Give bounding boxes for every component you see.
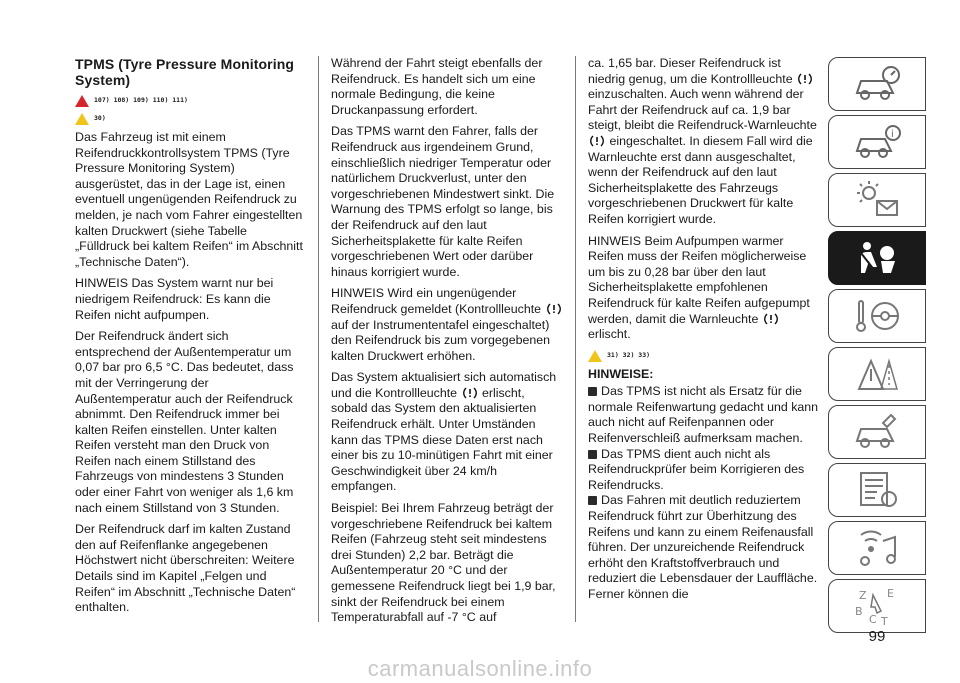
paragraph: Der Reifendruck darf im kalten Zustand den auf Reifenflanke angegebenen Höchstwert nicht überschreiten: Weitere Details sind im Kapitel „Felgen und Reifen“ im Abschnitt „Technische Daten“ enthalten.	[75, 522, 296, 615]
section-title: TPMS (Tyre Pressure Monitoring System)	[75, 56, 294, 88]
paragraph: Beispiel: Bei Ihrem Fahrzeug beträgt der vorgeschriebene Reifendruck bei kaltem Reifen (Fahrzeug steht seit mindestens drei Stunden) 2,2 bar. Beträgt die Außentemperatur 20 °C und der gemessene Reifendruck liegt bei 1,9 bar, sinkt der Reifendruck bei einem Temperaturabfall auf -7 °C auf	[331, 501, 556, 625]
caution-warning-icon	[588, 350, 602, 362]
svg-text:T: T	[881, 615, 888, 627]
tab-technical-data[interactable]	[828, 463, 926, 517]
caution-refs-text: 31) 32) 33)	[607, 350, 651, 359]
paragraph: Während der Fahrt steigt ebenfalls der Reifendruck. Es handelt sich um eine normale Bedingung, die keine Druckanpassung erfordert.	[331, 56, 543, 117]
svg-text:E: E	[887, 587, 894, 600]
red-warning-refs	[75, 94, 303, 108]
svg-text:i: i	[891, 129, 894, 140]
note-item: Das TPMS dient auch nicht als Reifendruckprüfer beim Korrigieren des Reifendrucks.	[588, 446, 805, 492]
bullet-icon	[588, 496, 597, 505]
paragraph: Der Reifendruck ändert sich entsprechend der Außentemperatur um 0,07 bar pro 6,5 °C. Das bedeutet, dass mit der Verringerung der Außentemperatur auch der Reifendruck abnimmt. Den Reifendruck immer bei kalten Reifen einstellen. Unter kalten Reifen versteht man den Druck von Reifen nach einem Stillstand des Fahrzeugs von mindestens 3 Stunden oder einer Fahrt von weniger als 1,6 km nach einem Stillstand von 3 Stunden.	[75, 329, 294, 515]
notes-heading: HINWEISE:	[588, 366, 654, 381]
tab-safety[interactable]	[828, 231, 926, 285]
tab-multimedia[interactable]	[828, 521, 926, 575]
multimedia-icon	[851, 527, 903, 569]
caution-refs-text: 30)	[94, 114, 106, 123]
yellow-warning-refs	[588, 349, 820, 363]
page-number: 99	[868, 628, 886, 645]
paragraph: Das TPMS warnt den Fahrer, falls der Reifendruck aus irgendeinem Grund, einschließlich niedriger Temperatur oder natürlichem Druckverlust, unter den vorgeschriebenen Mindestwert sinkt. Die Warnung des TPMS erfolgt so lange, bis der Reifendruck auf den laut Sicherheitsplakette für kalte Reifen vorgeschriebenen Wert oder darüber hinaus korrigiert wurde.	[331, 124, 555, 279]
tab-warning-road[interactable]	[828, 347, 926, 401]
paragraph: Das Fahrzeug ist mit einem Reifendruckkontrollsystem TPMS (Tyre Pressure Monitoring System) ausgerüstet, das in der Lage ist, einen eventuell ungenügenden Reifendruck zu melden, je nach vom Fahrer eingestellten kalten Druckwert (siehe Tabelle „Fülldruck bei kaltem Reifen“ im Abschnitt „Technische Daten“).	[75, 130, 303, 269]
watermark: carmanualsonline.info	[367, 656, 593, 681]
car-info-icon	[851, 121, 903, 163]
danger-warning-icon	[75, 95, 89, 107]
index-icon	[851, 585, 903, 627]
tab-light-message[interactable]	[828, 173, 926, 227]
paragraph: Das System aktualisiert sich automatisch und die Kontrollleuchte erlischt, sobald das System den aktualisierten Reifendruck erhält. Unter Umständen kann das TPMS diese Daten erst nach einer bis zu 10-minütigen Fahrt mit einer Geschwindigkeit über 24 km/h empfangen.	[331, 370, 557, 494]
tpms-warning-icon	[798, 73, 812, 85]
note-item: Das TPMS ist nicht als Ersatz für die normale Reifenwartung gedacht und kann auch nicht auf Reifenpannen oder Reifenverschleiß aufmerksam machen.	[588, 384, 819, 446]
tpms-warning-icon	[590, 135, 604, 147]
column-1	[75, 56, 303, 622]
caution-warning-icon	[75, 113, 89, 125]
paragraph: HINWEIS Das System warnt nur bei niedrigem Reifendruck: Es kann die Reifen nicht aufpumpen.	[75, 276, 274, 322]
tpms-warning-icon	[463, 387, 477, 399]
note-item: Das Fahren mit deutlich reduziertem Reifendruck führt zur Überhitzung des Reifens und kann zu einem Reifenausfall führen. Der unzureichende Reifendruck erhöht den Kraftstoffverbrauch und reduziert die Lebensdauer der Lauffläche. Ferner können die	[588, 493, 818, 601]
paragraph: HINWEIS Wird ein ungenügender Reifendruck gemeldet (Kontrollleuchte auf der Instrumententafel eingeschaltet) den Reifendruck bis zum vorgegebenen kalten Druckwert erhöhen.	[331, 286, 563, 364]
svg-text:B: B	[855, 605, 863, 618]
column-2	[331, 56, 563, 632]
yellow-warning-refs	[75, 112, 303, 126]
tpms-warning-icon	[547, 303, 561, 315]
bullet-icon	[588, 450, 597, 459]
tab-car-gauge[interactable]	[828, 57, 926, 111]
tab-car-info[interactable]	[828, 115, 926, 169]
tab-steering[interactable]	[828, 289, 926, 343]
warning-road-icon	[851, 353, 903, 395]
paragraph: ca. 1,65 bar. Dieser Reifendruck ist niedrig genug, um die Kontrollleuchte einzuschalten. Auch wenn während der Fahrt der Reifendruck auf ca. 1,9 bar steigt, bleibt die Reifendruck-Warnleuchte eingeschaltet. In diesem Fall wird die Warnleuchte erst dann ausgeschaltet, wenn der Reifendruck auf den laut Sicherheitsplakette des Fahrzeugs vorgeschriebenen Druckwert für kalte Reifen korrigiert wurde.	[588, 56, 817, 226]
steering-wheel-icon	[851, 295, 903, 337]
seatbelt-airbag-icon	[851, 237, 903, 279]
car-gauge-icon	[851, 63, 903, 105]
light-message-icon	[851, 179, 903, 221]
column-divider	[575, 56, 576, 622]
tab-index[interactable]	[828, 579, 926, 633]
svg-text:C: C	[869, 613, 877, 626]
bullet-icon	[588, 387, 597, 396]
svg-text:Z: Z	[859, 589, 867, 602]
danger-refs-text: 107) 108) 109) 110) 111)	[94, 96, 188, 105]
car-service-icon	[851, 411, 903, 453]
technical-data-icon	[851, 469, 903, 511]
paragraph: HINWEIS Beim Aufpumpen warmer Reifen muss der Reifen möglicherweise um bis zu 0,28 bar über den laut Sicherheitsplakette empfohlenen Reifendruck für kalte Reifen aufgepumpt werden, damit die Warnleuchte erlischt.	[588, 233, 810, 342]
tpms-warning-icon	[764, 313, 778, 325]
column-divider	[318, 56, 319, 622]
column-3	[588, 56, 820, 603]
tab-car-service[interactable]	[828, 405, 926, 459]
chapter-tabs	[828, 57, 926, 637]
